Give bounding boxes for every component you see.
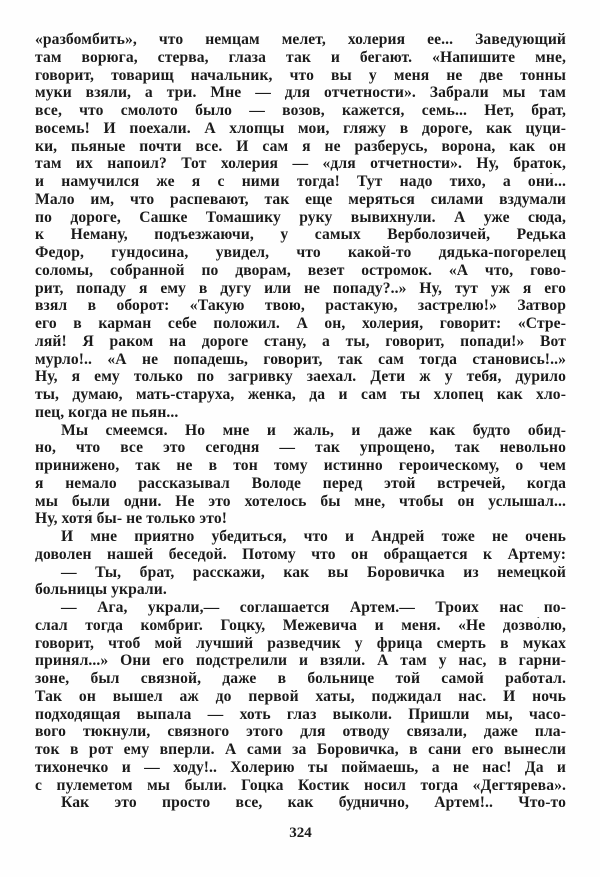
text-line: с пулеметом мы были. Гоцка Костик носил тогда «Дегтярева».: [35, 776, 566, 794]
text-line: рит, попаду я ему в дугу или не попаду?..» Ну, тут уж я его: [35, 279, 566, 297]
text-line: ки, пьяные почти все. И сам я не разберусь, ворона, как он: [35, 137, 566, 155]
text-line: вого тюкнули, связного этого для отводу связали, даже пла-: [35, 723, 566, 741]
text-line: подходящая выпала — хоть глаз выколи. Пришли мы, часо-: [35, 705, 566, 723]
text-line: Ну, хотя́ бы- не только это!: [35, 510, 228, 528]
text-line: И мне приятно убедиться, что и Андрей тоже не очень: [61, 528, 566, 545]
text-line: соломы, собранной по дворам, везет остромок. «А что, гово-: [35, 261, 566, 279]
text-line: ты, думаю, мать-старуха, женка, да и сам ты хлопец как хло-: [35, 386, 566, 403]
text-line: взял в оборот: «Такую твою, растакую, застрелю!» Затвор: [35, 297, 566, 315]
text-line: к Неману, подъезжаючи, у самых Верболозичей, Редька: [35, 226, 566, 244]
text-line: Мало им, что распевают, так еще меряться силами вздумали: [35, 190, 566, 208]
text-line: «разбомбить», что немцам мелет, холерия ее... Заведующий: [35, 31, 566, 48]
text-line: но, что все это сегодня — так упрощено, так невольно: [35, 439, 566, 457]
text-line: говорит, чтоб мой лучший разведчик у фрица смерть в муках: [35, 634, 566, 652]
text-line: — Ты, брат, расскажи, как вы Боровичка из немецкой: [61, 563, 566, 581]
text-line: принижено, так не в тон тому истинно героическому, о чем: [35, 457, 566, 474]
text-line: Как это просто все, как буднично, Артем!.. Что-то: [61, 794, 566, 812]
text-line: по дороге, Сашке Томашику руку вывихнули. А уже сюда,: [35, 208, 566, 226]
text-line: говорит, товарищ начальник, что вы у меня не две тонны: [35, 66, 566, 84]
text-line: пец, когда не пьян...: [35, 403, 179, 421]
text-line: Мы смеемся. Но мне и жаль, и даже как будто обид-: [61, 421, 566, 439]
body-text: [35, 31, 566, 812]
text-line: больницы украли.: [35, 581, 167, 599]
text-line: ляй! Я раком на дороге стану, а ты, говорит, попади!» Вот: [35, 332, 566, 350]
text-line: — Ага, украли,— соглашается Артем.— Троих нас по-: [61, 599, 566, 616]
text-line: восемь! И поехали. А хлопцы мои, гляжу в дороге, как цуци-: [35, 119, 566, 137]
text-line: Ну, я ему только по загривку заехал. Дети ж у тебя, дурило: [35, 368, 566, 386]
text-line: принял...» Они его подстрелили и взяли. А там у нас, в гарни-: [35, 652, 566, 670]
text-line: мы были одни. Не это хотелось бы мне, чтобы он услышал...: [35, 492, 566, 510]
text-line: муки взяли, а три. Мне — для отчетности». Забрали мы там: [35, 84, 566, 102]
text-line: Так он вышел аж до первой хаты, поджидал нас. И ночь: [35, 687, 566, 705]
text-line: тихонечко и — ходу!.. Холерию ты поймаешь, а не нас! Да и: [35, 758, 566, 776]
text-line: доволен нашей беседой. Потому что он обращается к Артему:: [35, 545, 566, 563]
text-line: там ворюга, стерва, глаза так и бегают. «Напишите мне,: [35, 48, 566, 66]
page-number: 324: [289, 825, 312, 841]
text-line: мурло!.. «А не попадешь, говорит, так сам тогда становись!..»: [35, 350, 566, 368]
text-line: и намучился же я с ними тогда! Тут надо тихо, а они́...: [35, 173, 566, 190]
text-line: его в карман себе положил. А он, холерия, говорит: «Стре-: [35, 315, 566, 332]
text-line: ток в рот ему вперли. А сами за Боровичка, в сани его вынесли: [35, 741, 566, 758]
text-line: все, что смолото было — возов, кажется, семь... Нет, брат,: [35, 102, 566, 119]
text-line: там их напоил? Тот холерия — «для отчетности». Ну, браток,: [35, 155, 566, 173]
text-line: слал тогда комбриг. Гоцку, Межевича и меня. «Не дозво́лю,: [35, 616, 566, 634]
text-line: я немало рассказывал Володе перед этой встречей, когда: [35, 474, 566, 492]
text-line: зоне, был связной, даже в больнице той самой работал.: [35, 670, 566, 687]
text-line: Федор, гундосина, увидел, что какой-то дядька-погорелец: [35, 244, 566, 261]
